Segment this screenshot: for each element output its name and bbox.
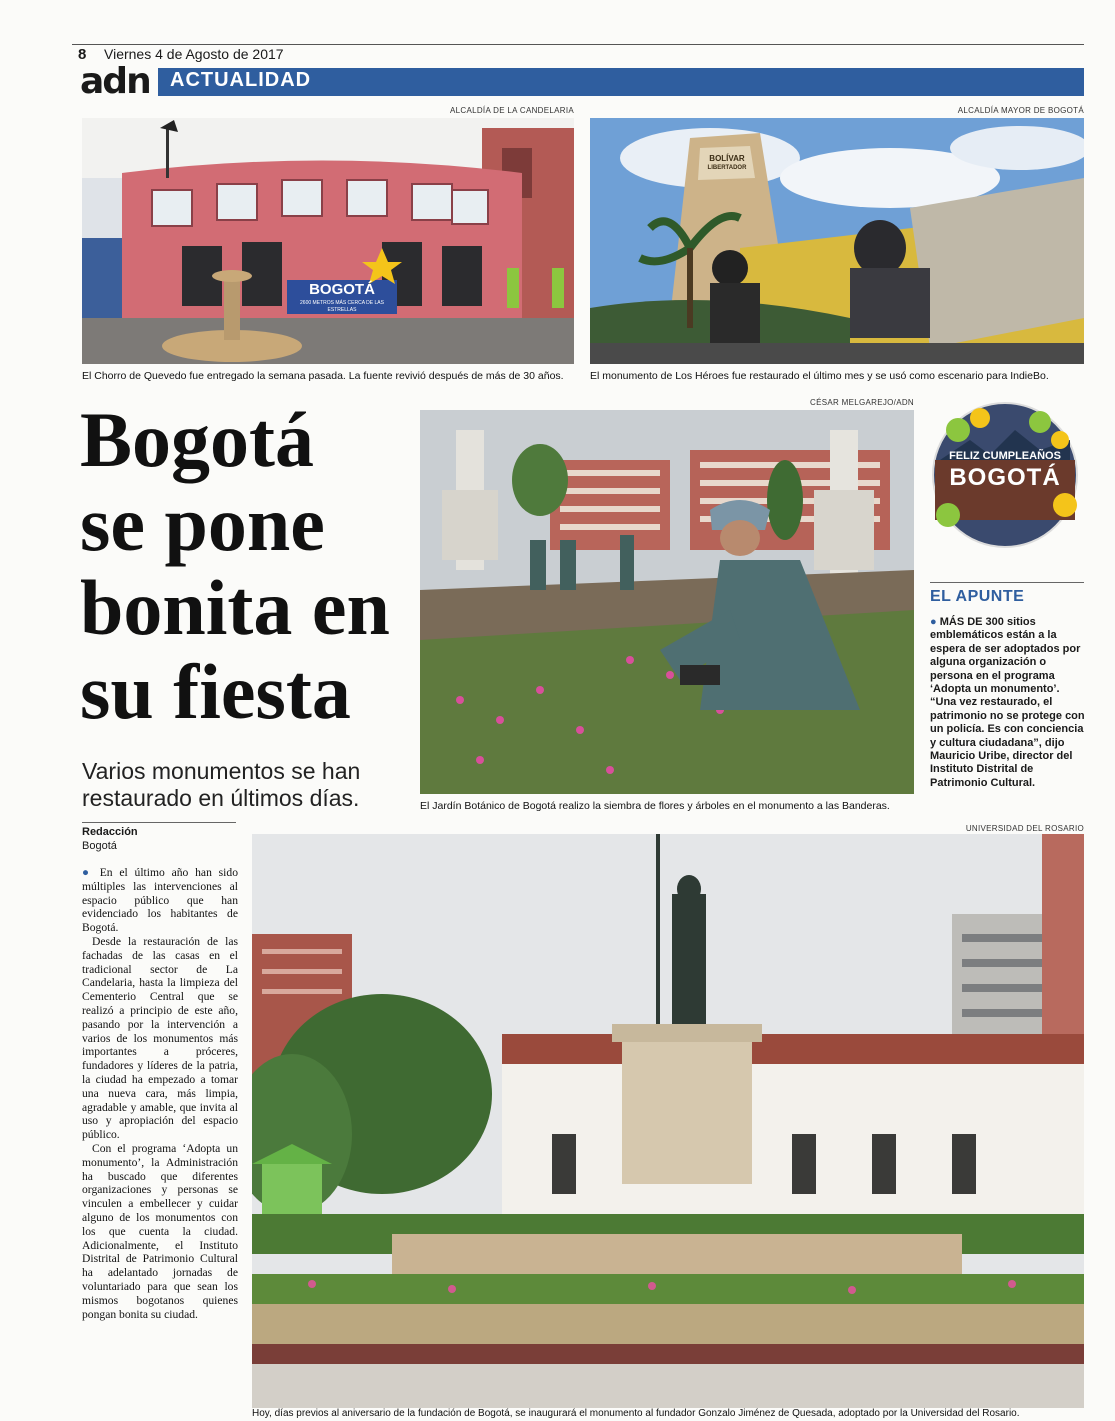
photo-credit-middle: CÉSAR MELGAREJO/ADN — [810, 398, 914, 407]
caption-top-left: El Chorro de Quevedo fue entregado la semana pasada. La fuente revivió después de más de 30 años. — [82, 370, 564, 382]
bogota-sign-subtext: 2600 METROS MÁS CERCA DE LAS ESTRELLAS — [300, 300, 384, 313]
header-rule — [72, 44, 1084, 45]
byline: Redacción — [82, 826, 138, 838]
edition-date: Viernes 4 de Agosto de 2017 — [104, 46, 284, 62]
headline — [80, 398, 430, 734]
badge-line-2: BOGOTÁ — [949, 464, 1061, 491]
photo-credit-top-left: ALCALDÍA DE LA CANDELARIA — [450, 106, 574, 115]
byline-rule — [82, 822, 236, 823]
apunte-lead: MÁS DE 300 — [939, 616, 1004, 628]
bullet-dot-icon: ● — [930, 616, 937, 628]
byline-city: Bogotá — [82, 840, 117, 852]
article-body — [82, 866, 238, 1321]
caption-top-right: El monumento de Los Héroes fue restaurado el último mes y se usó como escenario para IndieBo. — [590, 370, 1049, 382]
photo-monumento-banderas — [420, 410, 914, 794]
apunte-text: sitios emblemáticos están a la espera de ser adoptados por alguna organización o persona en el programa ‘Adopta un monumento’. “Una vez restaurado, el patrimonio no se protege con un policía. Es con conciencia y cultura ciudadana”, dijo Mauricio Uribe, director del Instituto Distrital de Patrimonio Cultural. — [930, 616, 1085, 789]
section-label: ACTUALIDAD — [170, 69, 312, 91]
badge-line-1: FELIZ CUMPLEAÑOS — [949, 450, 1061, 462]
apunte-title: EL APUNTE — [930, 588, 1025, 605]
bullet-dot-icon: ● — [82, 866, 100, 879]
tower-text-libertador: LIBERTADOR — [707, 165, 747, 171]
apunte-body — [930, 616, 1088, 790]
headline-line: Bogotá — [80, 396, 314, 483]
photo-monumento-los-heroes — [590, 118, 1084, 364]
caption-middle: El Jardín Botánico de Bogotá realizo la siembra de flores y árboles en el monumento a las Banderas. — [420, 800, 890, 812]
article-paragraph: Desde la restauración de las fachadas de las casas en el tradicional sector de La Candelaria, hasta la limpieza del Cementerio Central que se realizó a principio de este año, pasando por la intervención a varios de los monumentos más importantes a próceres, fundadores y líderes de la patria, la ciudad ha empezado a tomar una nueva cara, más limpia, agradable y amable, que invita al uso y apropiación del espacio público. — [82, 934, 238, 1142]
anniversary-badge — [930, 400, 1080, 550]
headline-line: se pone — [80, 480, 325, 567]
photo-chorro-de-quevedo — [82, 118, 574, 364]
apunte-rule — [930, 582, 1084, 583]
bogota-sign-text: BOGOTÁ — [309, 281, 375, 298]
tower-text-bolivar: BOLÍVAR — [709, 154, 745, 163]
page-number: 8 — [78, 46, 87, 63]
caption-bottom: Hoy, días previos al aniversario de la fundación de Bogotá, se inaugurará el monumento al fundador Gonzalo Jiménez de Quesada, adoptado por la Universidad del Rosario. — [252, 1408, 1020, 1419]
headline-line: bonita en — [80, 564, 390, 651]
photo-credit-top-right: ALCALDÍA MAYOR DE BOGOTÁ — [957, 106, 1084, 115]
brand-logo: adn — [80, 61, 150, 102]
article-paragraph: En el último año han sido múltiples las intervenciones al espacio público que han evidenciado los habitantes de Bogotá. — [82, 866, 238, 935]
article-paragraph: Con el programa ‘Adopta un monumento’, la Administración ha buscado que diferentes organizaciones y personas se vinculen a embellecer y cuidar alguno de los monumentos con los que cuenta la ciudad. Adicionalmente, el Instituto Distrital de Patrimonio Cultural ha adelantado jornadas de voluntariado para que sean los mismos bogotanos quienes pongan bonita su ciudad. — [82, 1141, 238, 1321]
photo-credit-bottom: UNIVERSIDAD DEL ROSARIO — [965, 824, 1084, 833]
headline-line: su fiesta — [80, 648, 351, 735]
photo-monumento-jimenez-de-quesada — [252, 834, 1084, 1408]
subhead: Varios monumentos se han restaurado en últimos días. — [82, 758, 361, 811]
